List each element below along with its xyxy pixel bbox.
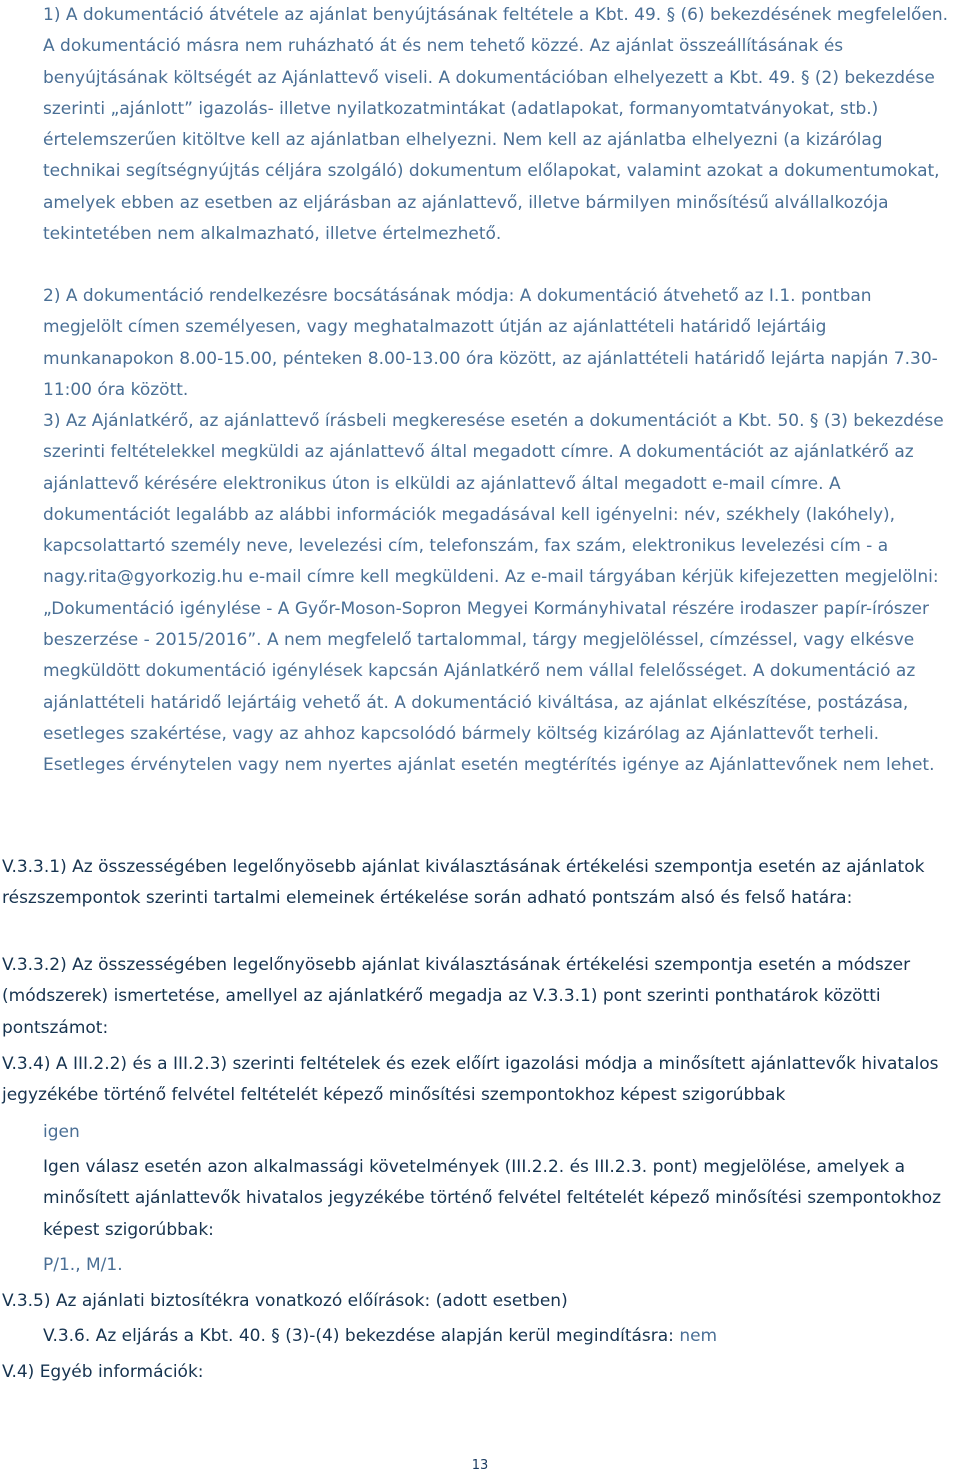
v34-followup-answer-block (0, 1250, 960, 1281)
section-v36 (0, 1321, 960, 1352)
v34-heading: V.3.4) A III.2.2) és a III.2.3) szerinti feltételek és ezek előírt igazolási módja a minősített ajánlattevők hivatalos jegyzékébe történő felvétel feltételét képező minősítési szempontokhoz képest szigorúbbak (2, 1054, 939, 1106)
v34-followup: Igen válasz esetén azon alkalmassági követelmények (III.2.2. és III.2.3. pont) megjelölése, amelyek a minősített ajánlattevők hivatalos jegyzékébe történő felvétel feltételét képező minősítési szempontokhoz képest szigorúbbak: (43, 1157, 942, 1240)
documentation-point-2: 2) A dokumentáció rendelkezésre bocsátásának módja: A dokumentáció átvehető az I.1. pontban megjelölt címen személyesen, vagy meghatalmazott útján az ajánlattételi határidő lejártáig munkanapokon 8.00-15.00, pénteken 8.00-13.00 óra között, az ajánlattételi határidő lejárta napján 7.30-11:00 óra között. (43, 286, 938, 400)
section-v34 (0, 1049, 960, 1112)
v34-followup-answer: P/1., M/1. (43, 1255, 123, 1275)
v34-followup-block (0, 1152, 960, 1246)
v332-text: V.3.3.2) Az összességében legelőnyösebb ajánlat kiválasztásának értékelési szempontja esetén a módszer (módszerek) ismertetése, amellyel az ajánlatkérő megadja az V.3.3.1) pont szerinti ponthatárok közötti pontszámot: (2, 955, 911, 1038)
v34-answer-block (0, 1117, 960, 1148)
v34-answer: igen (43, 1122, 80, 1142)
v4-heading: V.4) Egyéb információk: (2, 1362, 204, 1382)
documentation-point-3: 3) Az Ajánlatkérő, az ajánlattevő írásbeli megkeresése esetén a dokumentációt a Kbt. 50. § (3) bekezdése szerinti feltételekkel megküldi az ajánlattevő által megadott címre. A dokumentációt az ajánlatkérő az ajánlattevő kérésére elektronikus úton is elküldi az ajánlattevő által megadott e-mail címre. A dokumentációt legalább az alábbi információk megadásával kell igényelni: név, székhely (lakóhely), kapcsolattartó személy neve, levelezési cím, telefonszám, fax szám, elektronikus levelezési cím - a nagy.rita@gyorkozig.hu e-mail címre kell megküldeni. Az e-mail tárgyában kérjük kifejezetten megjelölni: „Dokumentáció igénylése - A Győr-Moson-Sopron Megyei Kormányhivatal részére irodaszer papír-írószer beszerzése - 2015/2016”. A nem megfelelő tartalommal, tárgy megjelöléssel, címzéssel, vagy elkésve megküldött dokumentáció igénylések kapcsán Ajánlatkérő nem vállal felelősséget. A dokumentáció az ajánlattételi határidő lejártáig vehető át. A dokumentáció kiváltása, az ajánlat elkészítése, postázása, esetleges szakértése, vagy az ahhoz kapcsolódó bármely költség kizárólag az Ajánlattevőt terheli. Esetleges érvénytelen vagy nem nyertes ajánlat esetén megtérítés igénye az Ajánlattevőnek nem lehet. (43, 411, 944, 776)
v36-label: V.3.6. Az eljárás a Kbt. 40. § (3)-(4) bekezdése alapján kerül megindításra: (43, 1326, 680, 1346)
paragraph-documentation-1 (0, 0, 960, 250)
section-v4 (0, 1357, 960, 1388)
v35-text: V.3.5) Az ajánlati biztosítékra vonatkozó előírások: (adott esetben) (2, 1291, 568, 1311)
paragraph-documentation-3 (0, 406, 960, 782)
v36-line (43, 1321, 952, 1352)
section-v332 (0, 950, 960, 1044)
v36-value: nem (679, 1326, 718, 1346)
section-v35 (0, 1286, 960, 1317)
page-number: 13 (471, 1458, 489, 1473)
v331-text: V.3.3.1) Az összességében legelőnyösebb ajánlat kiválasztásának értékelési szempontja esetén az ajánlatok részszempontok szerinti tartalmi elemeinek értékelése során adható pontszám alsó és felső határa: (2, 857, 925, 909)
section-v331 (0, 852, 960, 915)
paragraph-documentation-2 (0, 281, 960, 406)
documentation-point-1: 1) A dokumentáció átvétele az ajánlat benyújtásának feltétele a Kbt. 49. § (6) bekezdésének megfelelően. A dokumentáció másra nem ruházható át és nem tehető közzé. Az ajánlat összeállításának és benyújtásának költségét az Ajánlattevő viseli. A dokumentációban elhelyezett a Kbt. 49. § (2) bekezdése szerinti „ajánlott” igazolás- illetve nyilatkozatmintákat (adatlapokat, formanyomtatványokat, stb.) értelemszerűen kitöltve kell az ajánlatban elhelyezni. Nem kell az ajánlatba elhelyezni (a kizárólag technikai segítségnyújtás céljára szolgáló) dokumentum előlapokat, valamint azokat a dokumentumokat, amelyek ebben az esetben az eljárásban az ajánlattevő, illetve bármilyen minősítésű alvállalkozója tekintetében nem alkalmazható, illetve értelmezhető. (43, 5, 949, 245)
